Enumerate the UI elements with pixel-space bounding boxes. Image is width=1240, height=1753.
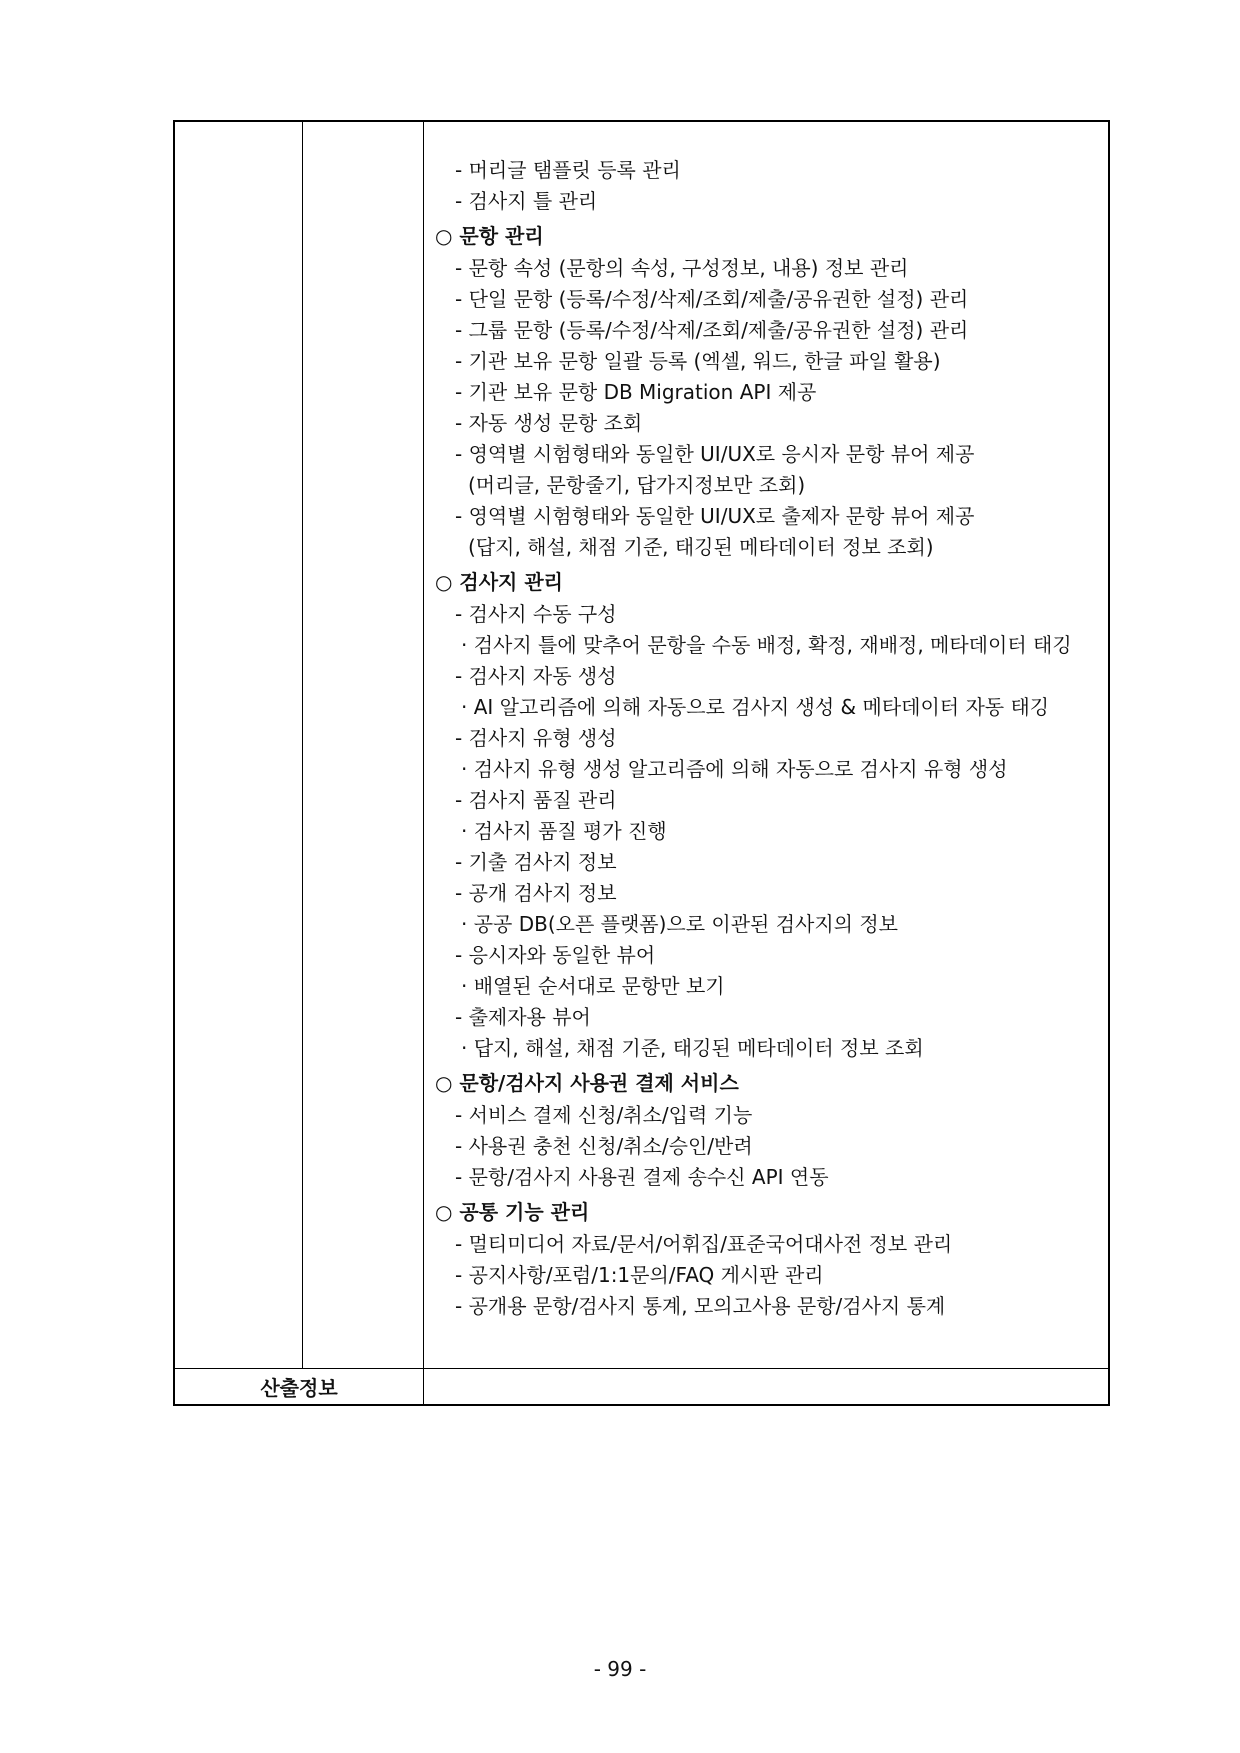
bullet-item: · 배열된 순서대로 문항만 보기 [461,974,725,998]
list-item: - 출제자용 뷰어 [455,1005,591,1029]
list-item: - 사용권 충천 신청/취소/승인/반려 [455,1134,753,1158]
section-heading: ○ 검사지 관리 [435,570,563,594]
bullet-item: · 검사지 틀에 맞추어 문항을 수동 배정, 확정, 재배정, 메타데이터 태깅 [461,633,1072,657]
list-item: - 문항/검사지 사용권 결제 송수신 API 연동 [455,1165,829,1189]
list-item: - 영역별 시험형태와 동일한 UI/UX로 응시자 문항 뷰어 제공 [455,442,975,466]
bullet-item: · AI 알고리즘에 의해 자동으로 검사지 생성 & 메타데이터 자동 태깅 [461,695,1050,719]
list-item: - 기출 검사지 정보 [455,850,617,874]
section-heading: ○ 문항 관리 [435,224,544,248]
column-divider-2 [423,122,424,1404]
list-item: - 검사지 자동 생성 [455,664,617,688]
list-item: - 그룹 문항 (등록/수정/삭제/조회/제출/공유권한 설정) 관리 [455,318,969,342]
list-item: - 기관 보유 문항 DB Migration API 제공 [455,380,817,404]
list-item: - 영역별 시험형태와 동일한 UI/UX로 출제자 문항 뷰어 제공 [455,504,975,528]
bullet-item: · 답지, 해설, 채점 기준, 태깅된 메타데이터 정보 조회 [461,1036,924,1060]
spec-table [173,120,1110,1406]
list-item: - 멀티미디어 자료/문서/어휘집/표준국어대사전 정보 관리 [455,1232,953,1256]
list-item: - 응시자와 동일한 뷰어 [455,943,656,967]
continuation-line: (답지, 해설, 채점 기준, 태깅된 메타데이터 정보 조회) [468,535,934,559]
continuation-line: (머리글, 문항줄기, 답가지정보만 조회) [468,473,806,497]
section-heading: ○ 문항/검사지 사용권 결제 서비스 [435,1071,739,1095]
bullet-item: · 검사지 품질 평가 진행 [461,819,667,843]
bullet-item: · 검사지 유형 생성 알고리즘에 의해 자동으로 검사지 유형 생성 [461,757,1008,781]
list-item: - 단일 문항 (등록/수정/삭제/조회/제출/공유권한 설정) 관리 [455,287,969,311]
page-number: - 99 - [593,1657,647,1681]
output-info-label: 산출정보 [260,1376,338,1400]
list-item: - 자동 생성 문항 조회 [455,411,643,435]
list-item: - 기관 보유 문항 일괄 등록 (엑셀, 워드, 한글 파일 활용) [455,349,941,373]
table-content-cell [435,155,1107,1322]
list-item: - 공개용 문항/검사지 통계, 모의고사용 문항/검사지 통계 [455,1294,946,1318]
list-item: - 검사지 유형 생성 [455,726,617,750]
list-item: - 공지사항/포럼/1:1문의/FAQ 게시판 관리 [455,1263,824,1287]
list-item: - 검사지 틀 관리 [455,189,598,213]
bullet-item: · 공공 DB(오픈 플랫폼)으로 이관된 검사지의 정보 [461,912,898,936]
list-item: - 공개 검사지 정보 [455,881,617,905]
list-item: - 머리글 탬플릿 등록 관리 [455,158,681,182]
list-item: - 검사지 수동 구성 [455,602,617,626]
section-heading: ○ 공통 기능 관리 [435,1200,590,1224]
column-divider-1 [302,122,303,1368]
list-item: - 서비스 결제 신청/취소/입력 기능 [455,1103,753,1127]
list-item: - 검사지 품질 관리 [455,788,617,812]
list-item: - 문항 속성 (문항의 속성, 구성정보, 내용) 정보 관리 [455,256,909,280]
